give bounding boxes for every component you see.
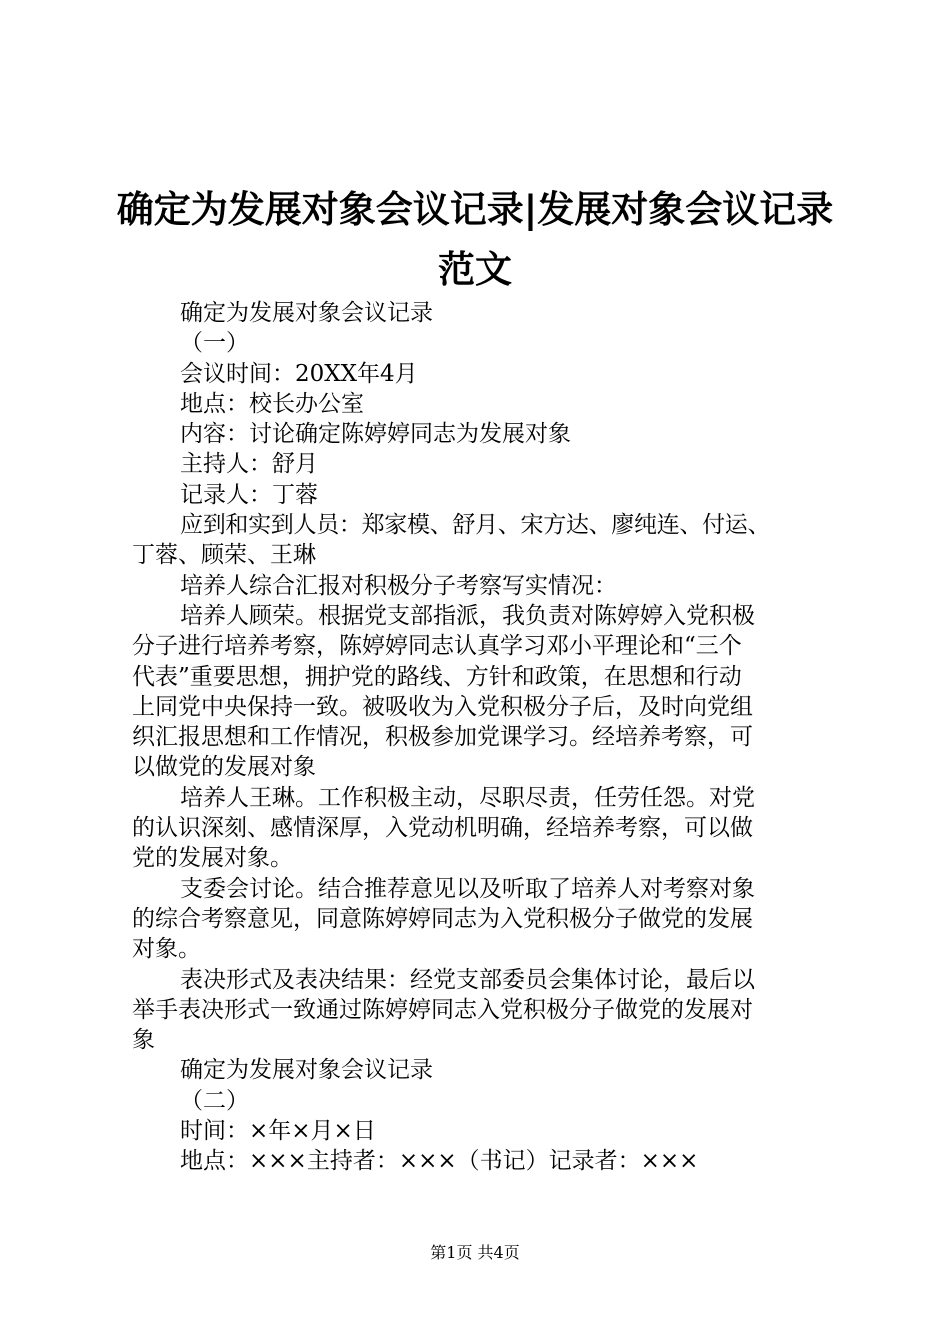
paragraph-line: 丁蓉、顾荣、王琳 [132,542,316,569]
report-paragraph-wang-lin [132,783,847,874]
meeting-place: 地点：校长办公室 [180,390,364,417]
meeting-host: 主持人：舒月 [180,451,318,478]
paragraph-line: 象 [132,1027,155,1054]
paragraph-line: 培养人顾荣。根据党支部指派，我负责对陈婷婷入党积极 [180,602,755,629]
document-title-continued: 范文 [438,248,512,291]
discussion-paragraph [132,874,847,965]
meeting-time: 会议时间：20XX年4月 [180,360,418,387]
paragraph-line: 上同党中央保持一致。被吸收为入党积极分子后，及时向党组 [132,693,753,720]
paragraph-line: 应到和实到人员：郑家模、舒月、宋方达、廖纯连、付运、 [180,512,771,539]
paragraph-line: 的综合考察意见，同意陈婷婷同志为入党积极分子做党的发展 [132,905,753,932]
report-intro: 培养人综合汇报对积极分子考察写实情况： [180,572,617,599]
paragraph-line: 培养人王琳。工作积极主动，尽职尽责，任劳任怨。对党 [180,784,755,811]
paragraph-line: 党的发展对象。 [132,845,293,872]
section-number: （一） [180,330,249,357]
section-heading: 确定为发展对象会议记录 [180,1057,433,1084]
meeting-place-host-recorder: 地点：×××主持者：×××（书记）记录者：××× [180,1148,699,1175]
paragraph-line: 举手表决形式一致通过陈婷婷同志入党积极分子做党的发展对 [132,996,753,1023]
meeting-content: 内容：讨论确定陈婷婷同志为发展对象 [180,421,571,448]
section-number: （二） [180,1087,249,1114]
paragraph-line: 代表”重要思想，拥护党的路线、方针和政策，在思想和行动 [132,663,742,690]
report-paragraph-gu-rong [132,601,847,783]
paragraph-line: 对象。 [132,936,201,963]
attendees-paragraph [132,510,847,571]
document-body [132,298,847,1177]
paragraph-line: 织汇报思想和工作情况，积极参加党课学习。经培养考察，可 [132,724,753,751]
vote-paragraph [132,965,847,1056]
meeting-time: 时间：×年×月×日 [180,1118,376,1145]
paragraph-line: 的认识深刻、感情深厚，入党动机明确，经培养考察，可以做 [132,815,753,842]
section-heading: 确定为发展对象会议记录 [180,300,433,326]
paragraph-line: 表决形式及表决结果：经党支部委员会集体讨论，最后以 [180,966,755,993]
paragraph-line: 以做党的发展对象 [132,754,316,781]
page-footer: 第1页 共4页 [430,1243,520,1262]
meeting-recorder: 记录人：丁蓉 [180,481,318,508]
paragraph-line: 支委会讨论。结合推荐意见以及听取了培养人对考察对象 [180,875,755,902]
paragraph-line: 分子进行培养考察，陈婷婷同志认真学习邓小平理论和“三个 [132,633,742,660]
document-title: 确定为发展对象会议记录|发展对象会议记录 [116,188,834,231]
